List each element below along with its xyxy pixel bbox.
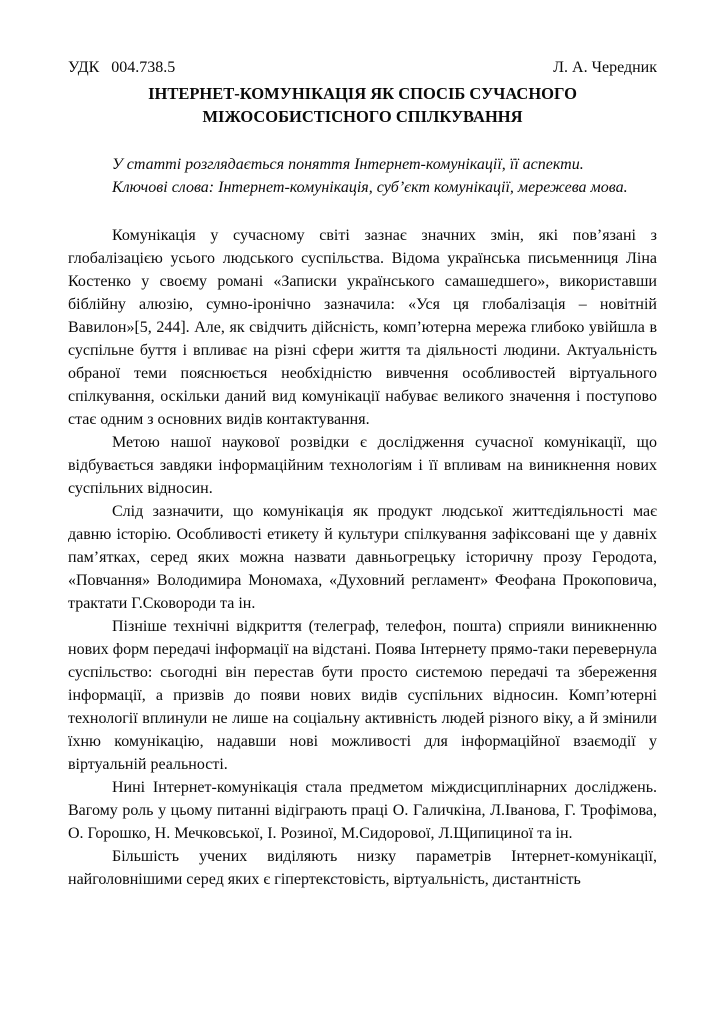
- body-paragraph: Нині Інтернет-комунікація стала предметом міждисциплінарних досліджень. Вагому роль у цьому питанні відіграють праці О. Галичкіна, Л.Іванова, Г. Трофімова, О. Горошко, Н. Мечковської, І. Розиної, М.Сидорової, Л.Щипициної та ін.: [68, 779, 657, 842]
- body-paragraph: Комунікація у сучасному світі зазнає значних змін, які пов’язані з глобалізацією усього людського суспільства. Відома українська письменниця Ліна Костенко у своєму романі «Записки українського самашедшего», використавши біблійну алюзію, сумно-іронічно зазначила: «Уся ця глобалізація – новітній Вавилон»[5, 244]. Але, як свідчить дійсність, комп’ютерна мережа глибоко увійшла в суспільне буття і впливає на різні сфери життя та діяльності людини. Актуальність обраної теми пояснюється необхідністю вивчення особливостей віртуального спілкування, оскільки даний вид комунікації набуває великого значення і поступово стає одним з основних видів контактування.: [68, 227, 657, 428]
- article-title: [68, 82, 657, 128]
- article-title-line-1: ІНТЕРНЕТ-КОМУНІКАЦІЯ ЯК СПОСІБ СУЧАСНОГО: [148, 84, 577, 103]
- body-paragraph: Більшість учених виділяють низку параметрів Інтернет-комунікації, найголовнішими серед яких є гіпертекстовість, віртуальність, дистантність: [68, 848, 657, 888]
- article-body: [68, 224, 657, 891]
- body-paragraph: Слід зазначити, що комунікація як продукт людської життєдіяльності має давню історію. Особливості етикету й культури спілкування зафіксовані ще у давніх пам’ятках, серед яких можна назвати давньогрецьку історичну прозу Геродота, «Повчання» Володимира Мономаха, «Духовний регламент» Феофана Прокоповича, трактати Г.Сковороди та ін.: [68, 503, 657, 612]
- body-paragraph: Пізніше технічні відкриття (телеграф, телефон, пошта) сприяли виникненню нових форм передачі інформації на відстані. Поява Інтернету прямо-таки перевернула суспільство: сьогодні він перестав бути просто системою передачі та збереження інформації, а призвів до появи нових видів суспільних відносин. Комп’ютерні технології вплинули не лише на соціальну активність людей різного віку, а й змінили їхню комунікацію, надавши нові можливості для інформаційної взаємодії у віртуальній реальності.: [68, 618, 657, 773]
- abstract-keywords: Ключові слова: Інтернет-комунікація, суб’єкт комунікації, мережева мова.: [112, 179, 628, 196]
- article-title-line-2: МІЖОСОБИСТІСНОГО СПІЛКУВАННЯ: [202, 107, 523, 126]
- udc-number: УДК 004.738.5: [68, 59, 176, 76]
- abstract-summary: У статті розглядається поняття Інтернет-комунікації, її аспекти.: [112, 156, 584, 173]
- abstract-block: [112, 153, 632, 199]
- header-row: [68, 56, 657, 79]
- body-paragraph: Метою нашої наукової розвідки є дослідження сучасної комунікації, що відбувається завдяки інформаційним технологіям і її впливам на виникнення нових суспільних відносин.: [68, 434, 657, 497]
- author-name: Л. А. Чередник: [553, 59, 657, 76]
